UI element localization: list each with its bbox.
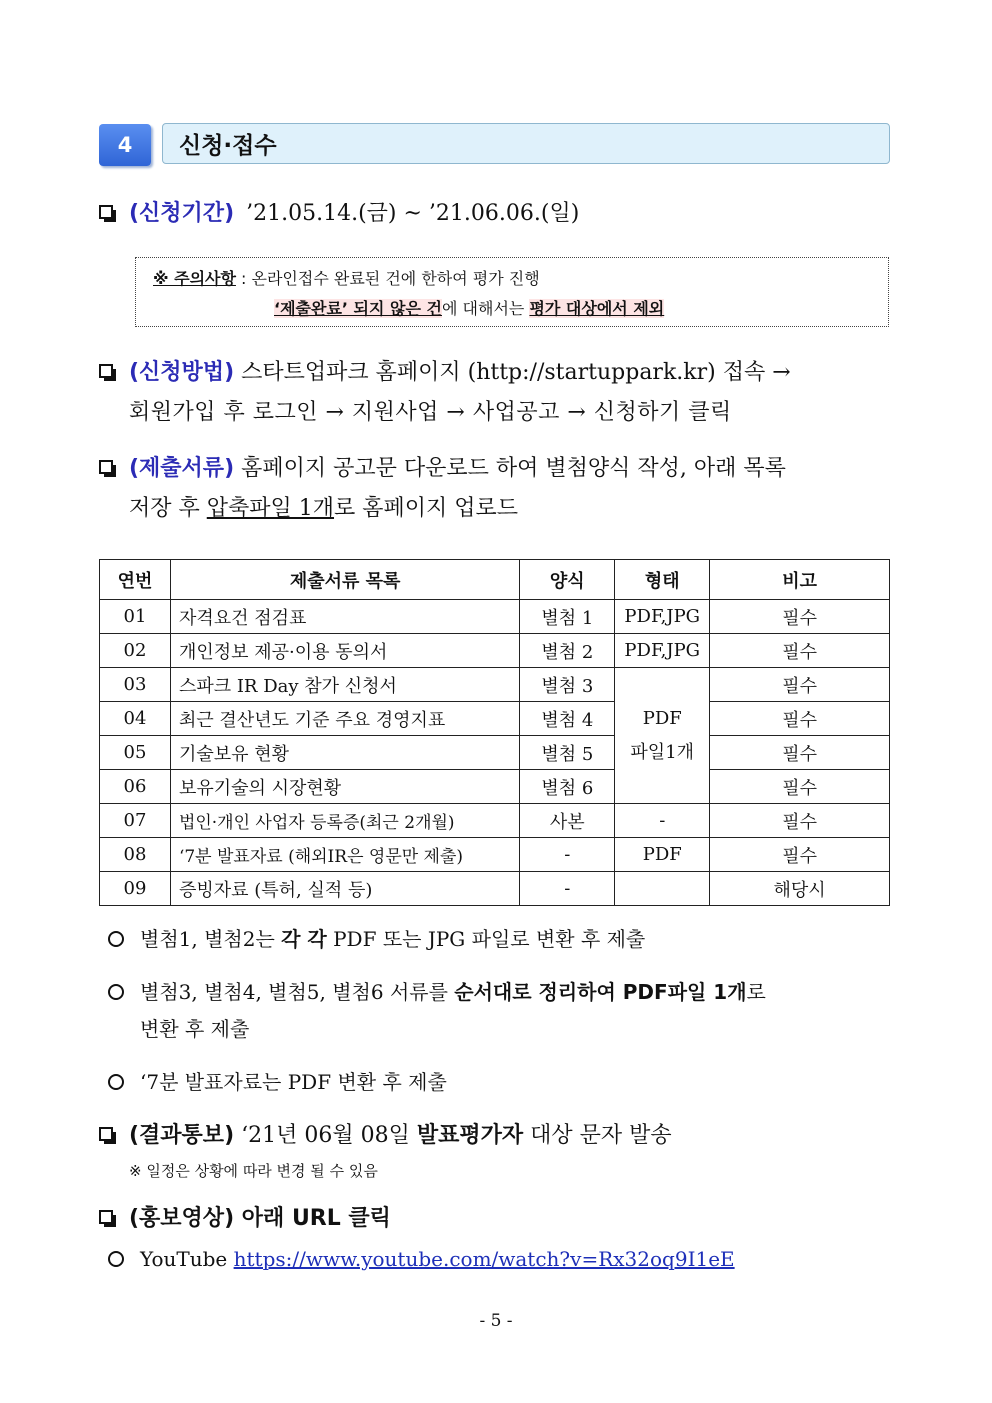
table-cell-no: 08 [100,838,171,872]
table-row [100,600,890,634]
result-text-c: 대상 문자 발송 [523,1123,672,1148]
table-header: 제출서류 목록 [170,560,519,600]
table-cell-no: 09 [100,872,171,906]
youtube-line [108,1244,735,1274]
table-cell-note: 필수 [710,804,890,838]
docs-text-1: 홈페이지 공고문 다운로드 하여 별첨양식 작성, 아래 목록 [234,456,786,481]
section-title [162,123,890,164]
period-value: ’21.05.14.(금) ~ ’21.06.06.(일) [246,201,580,226]
table-cell-note: 해당시 [710,872,890,906]
bullet-1-bold: 각 각 [281,927,327,951]
bullet-1 [108,924,645,954]
table-cell-form: 별첨 4 [520,702,615,736]
bullet-3 [108,1067,447,1097]
table-cell-no: 03 [100,668,171,702]
table-cell-type [615,872,710,906]
table-cell-type: PDF,JPG [615,600,710,634]
circle-bullet-icon [108,1251,124,1267]
table-row [100,838,890,872]
table-cell-no: 07 [100,804,171,838]
circle-bullet-icon [108,931,124,947]
result-note: ※ 일정은 상황에 따라 변경 될 수 있음 [129,1162,378,1180]
result-text-a: ‘21년 06월 08일 [234,1123,417,1148]
table-cell-doc: 스파크 IR Day 참가 신청서 [170,668,519,702]
merged-type-line2: 파일1개 [630,741,695,763]
bullet-1-text-a: 별첨1, 별첨2는 [140,927,282,951]
table-cell-no: 04 [100,702,171,736]
docs-line-2 [129,494,518,524]
docs-text-2c: 로 홈페이지 업로드 [334,496,519,521]
table-cell-note: 필수 [710,634,890,668]
page-number: - 5 - [479,1311,513,1331]
merged-type-line1: PDF [642,707,682,729]
table-header: 양식 [520,560,615,600]
table-cell-no: 05 [100,736,171,770]
checkbox-bullet-icon [99,205,113,219]
docs-label: (제출서류) [129,456,235,481]
table-row [100,702,890,736]
checkbox-bullet-icon [99,1210,113,1224]
table-cell-doc: 기술보유 현황 [170,736,519,770]
section-title-text: 신청·접수 [179,133,277,159]
bullet-2-text-c: 로 [746,980,766,1004]
method-text-1: 스타트업파크 홈페이지 (http://startuppark.kr) 접속 → [234,360,791,385]
result-label: (결과통보) [129,1123,235,1148]
bullet-1-text-c: PDF 또는 JPG 파일로 변환 후 제출 [326,927,646,951]
docs-text-2b: 압축파일 1개 [206,496,335,521]
table-row [100,634,890,668]
notice-highlight-1: ‘제출완료’ 되지 않은 건 [274,299,442,318]
table-cell-form: - [520,872,615,906]
table-cell-note: 필수 [710,702,890,736]
notice-box [135,257,889,327]
table-row [100,872,890,906]
notice-line1: : 온라인접수 완료된 건에 한하여 평가 진행 [235,269,540,288]
table-cell-form: 별첨 3 [520,668,615,702]
table-row [100,804,890,838]
table-cell-note: 필수 [710,600,890,634]
bullet-2-bold: 순서대로 정리하여 PDF파일 1개 [454,980,747,1004]
table-cell-form: 별첨 1 [520,600,615,634]
result-line [99,1121,672,1151]
table-cell-doc: 최근 결산년도 기준 주요 경영지표 [170,702,519,736]
table-cell-form: 별첨 5 [520,736,615,770]
method-line-2: 회원가입 후 로그인 → 지원사업 → 사업공고 → 신청하기 클릭 [129,400,732,425]
promo-label: (홍보영상) 아래 URL 클릭 [129,1206,391,1231]
table-row [100,668,890,702]
method-label: (신청방법) [129,360,235,385]
table-header-row [100,560,890,600]
table-cell-doc: 개인정보 제공·이용 동의서 [170,634,519,668]
bullet-2-text-a: 별첨3, 별첨4, 별첨5, 별첨6 서류를 [140,980,455,1004]
table-header: 형태 [615,560,710,600]
circle-bullet-icon [108,984,124,1000]
notice-line2-mid: 에 대해서는 [441,299,530,318]
table-row [100,770,890,804]
method-line-1 [99,358,791,388]
bullet-2-line-2: 변환 후 제출 [140,1017,250,1041]
notice-highlight-2: 평가 대상에서 제외 [529,299,665,318]
table-cell-note: 필수 [710,736,890,770]
table-cell-doc: 보유기술의 시장현황 [170,770,519,804]
bullet-3-text: ‘7분 발표자료는 PDF 변환 후 제출 [140,1070,447,1094]
table-cell-no: 06 [100,770,171,804]
period-line [99,199,579,229]
table-cell-no: 02 [100,634,171,668]
checkbox-bullet-icon [99,460,113,474]
table-cell-form: 별첨 6 [520,770,615,804]
youtube-prefix: YouTube [140,1247,234,1271]
table-cell-doc: 증빙자료 (특허, 실적 등) [170,872,519,906]
docs-text-2a: 저장 후 [129,496,207,521]
table-cell-form: 별첨 2 [520,634,615,668]
checkbox-bullet-icon [99,364,113,378]
table-cell-note: 필수 [710,668,890,702]
result-bold: 발표평가자 [416,1123,524,1148]
table-cell-type: PDF,JPG [615,634,710,668]
notice-label: ※ 주의사항 [153,269,236,288]
table-cell-doc: 법인·개인 사업자 등록증(최근 2개월) [170,804,519,838]
docs-line-1 [99,454,786,484]
table-row [100,736,890,770]
promo-line [99,1204,391,1234]
table-cell-note: 필수 [710,770,890,804]
table-cell-form: - [520,838,615,872]
table-header: 비고 [710,560,890,600]
table-cell-doc: 자격요건 점검표 [170,600,519,634]
table-cell-no: 01 [100,600,171,634]
circle-bullet-icon [108,1074,124,1090]
table-cell-type: PDF [615,838,710,872]
youtube-link[interactable]: https://www.youtube.com/watch?v=Rx32oq9I1eE [233,1247,735,1271]
documents-table [99,559,890,906]
table-cell-type-merged [615,668,710,804]
table-cell-doc: ‘7분 발표자료 (해외IR은 영문만 제출) [170,838,519,872]
section-number: 4 [99,124,151,166]
table-header: 연번 [100,560,171,600]
table-cell-type: - [615,804,710,838]
period-label: (신청기간) [129,201,235,226]
table-cell-note: 필수 [710,838,890,872]
table-cell-form: 사본 [520,804,615,838]
checkbox-bullet-icon [99,1127,113,1141]
bullet-2 [108,977,766,1007]
